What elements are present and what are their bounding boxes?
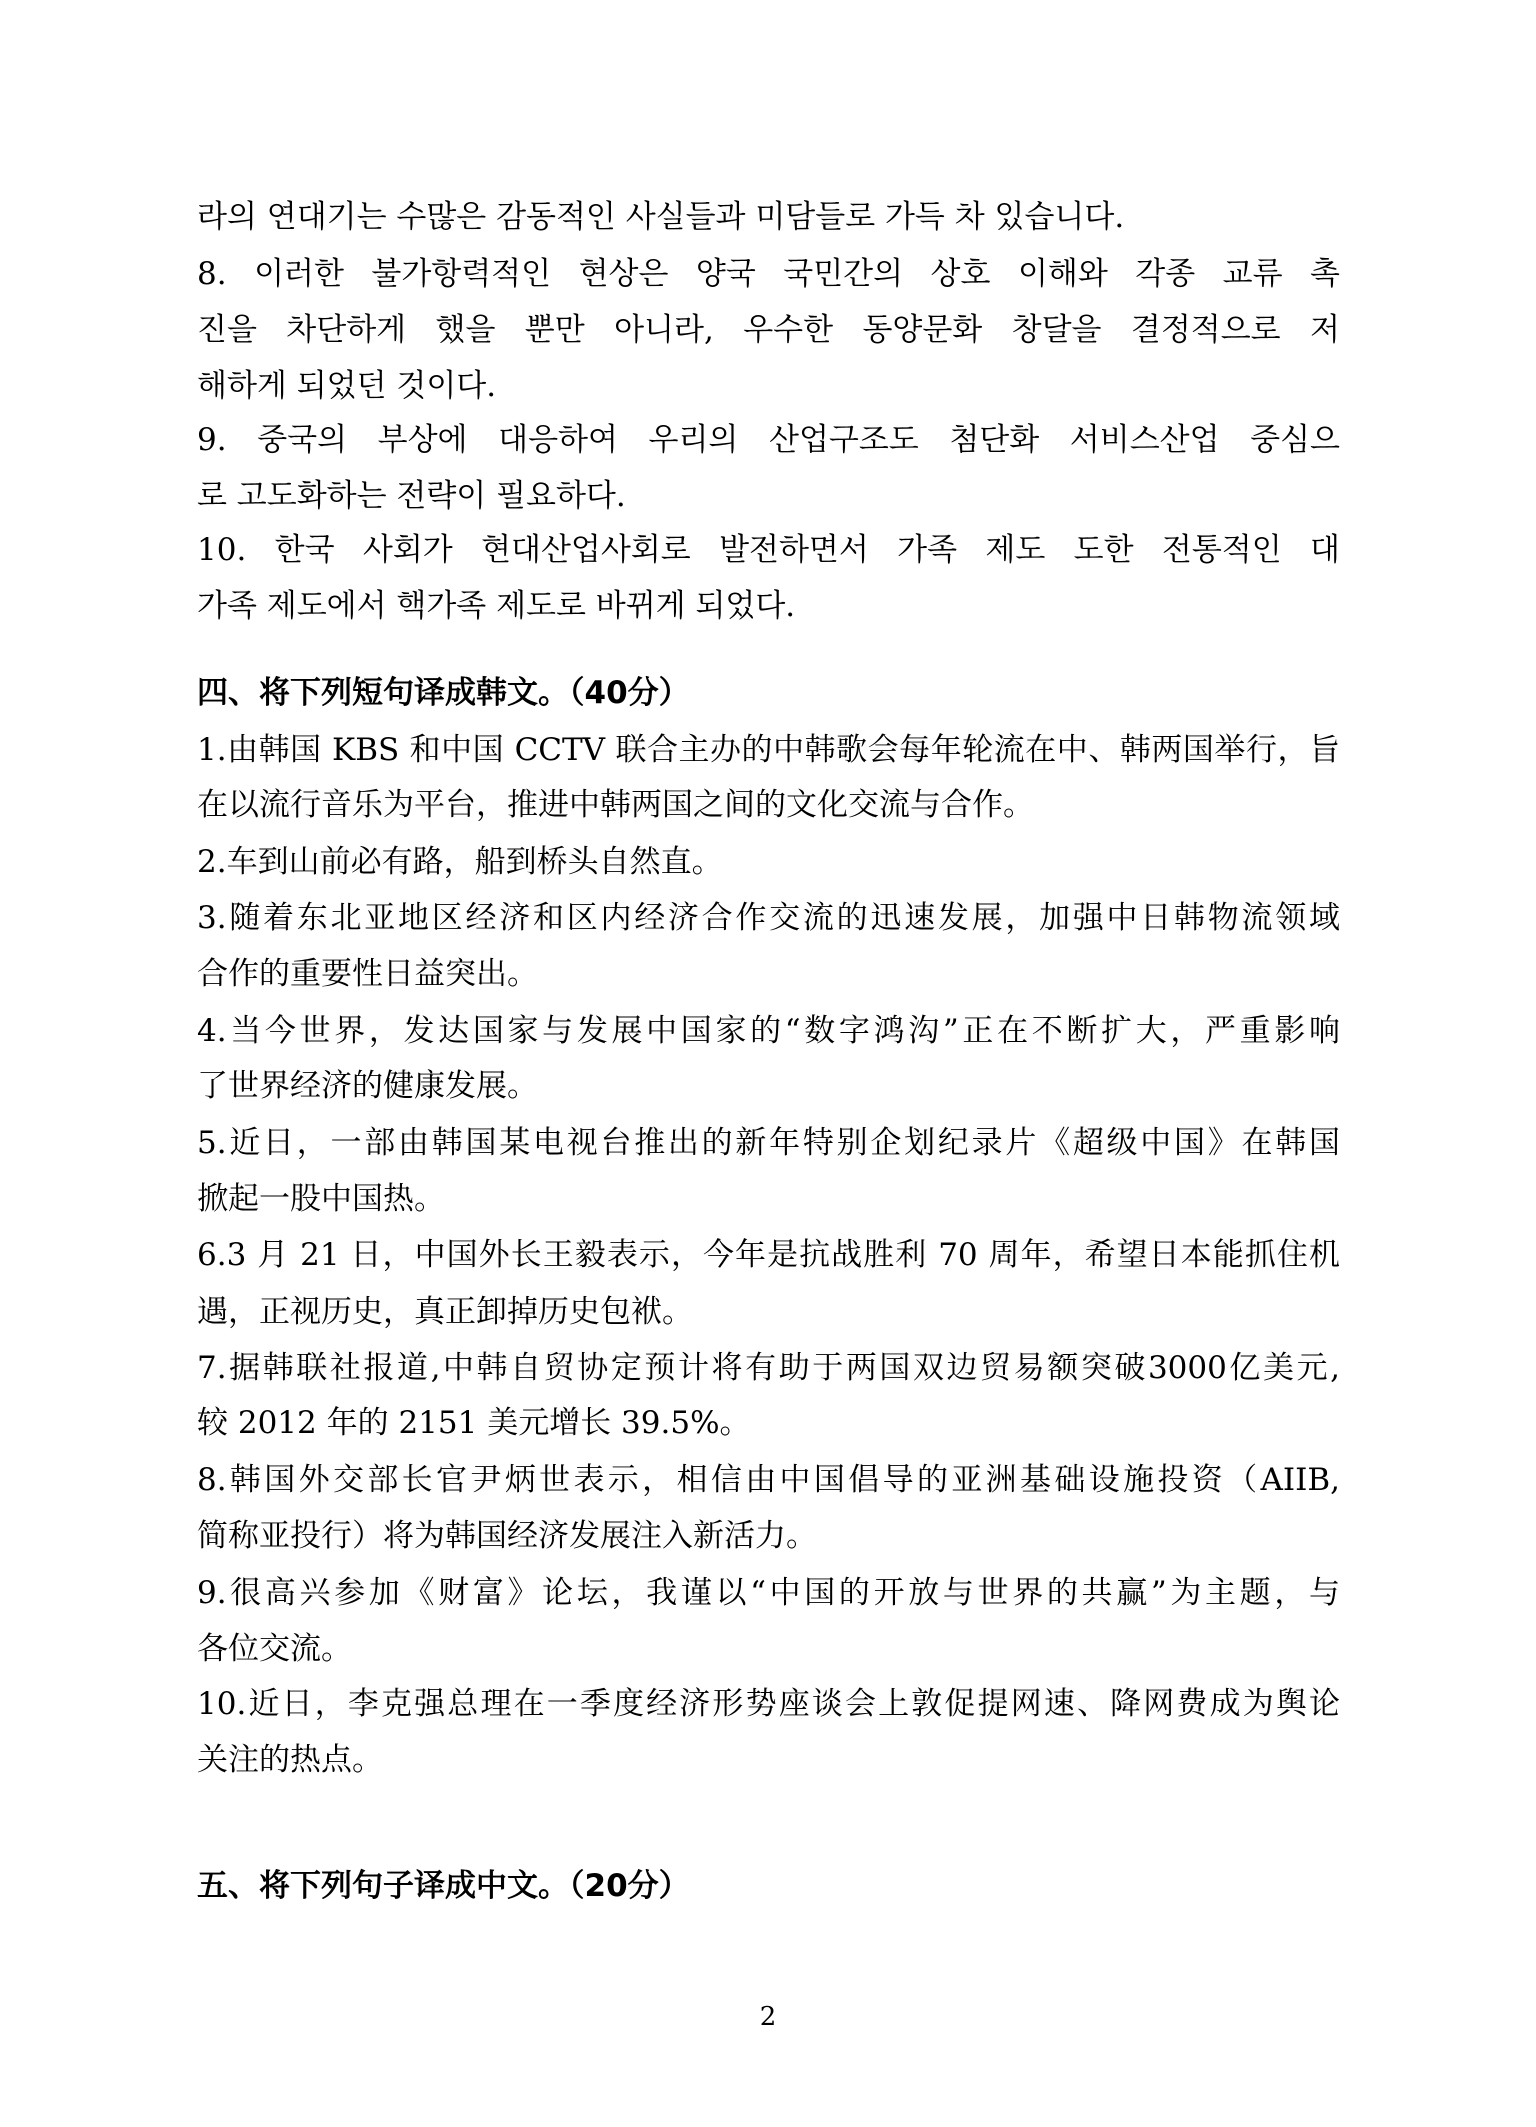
text-line: 简称亚投行）将为韩国经济发展注入新活力。 (197, 1518, 817, 1554)
text-line: 10. 한국 사회가 현대산업사회로 발전하면서 가족 제도 도한 전통적인 대 (197, 532, 1340, 568)
text-line: 4.当今世界，发达国家与发展中国家的“数字鸿沟”正在不断扩大，严重影响 (197, 1013, 1340, 1049)
text-line: 로 고도화하는 전략이 필요하다. (197, 478, 626, 514)
text-line: 가족 제도에서 핵가족 제도로 바뀌게 되었다. (197, 588, 796, 624)
text-line: 해하게 되었던 것이다. (197, 368, 497, 404)
text-line: 8. 이러한 불가항력적인 현상은 양국 국민간의 상호 이해와 각종 교류 촉 (197, 256, 1340, 292)
text-line: 진을 차단하게 했을 뿐만 아니라, 우수한 동양문화 창달을 결정적으로 저 (197, 312, 1340, 348)
text-line: 라의 연대기는 수많은 감동적인 사실들과 미담들로 가득 차 있습니다. (197, 199, 1125, 235)
text-line: 5.近日，一部由韩国某电视台推出的新年特别企划纪录片《超级中国》在韩国 (197, 1125, 1340, 1161)
text-line: 遇，正视历史，真正卸掉历史包袱。 (197, 1294, 693, 1330)
page-number: 2 (759, 2002, 777, 2032)
text-line: 3.随着东北亚地区经济和区内经济合作交流的迅速发展，加强中日韩物流领域 (197, 900, 1340, 936)
text-line: 9.很高兴参加《财富》论坛，我谨以“中国的开放与世界的共赢”为主题，与 (197, 1575, 1340, 1611)
text-line: 关注的热点。 (197, 1742, 383, 1778)
text-line: 1.由韩国 KBS 和中国 CCTV 联合主办的中韩歌会每年轮流在中、韩两国举行，旨 (197, 732, 1340, 768)
text-line: 各位交流。 (197, 1631, 352, 1667)
text-line: 掀起一股中国热。 (197, 1181, 445, 1217)
text-line: 10.近日，李克强总理在一季度经济形势座谈会上敦促提网速、降网费成为舆论 (197, 1686, 1340, 1722)
text-line: 在以流行音乐为平台，推进中韩两国之间的文化交流与合作。 (197, 787, 1034, 823)
text-line: 了世界经济的健康发展。 (197, 1068, 538, 1104)
section-heading: 四、将下列短句译成韩文。（40分） (197, 675, 690, 711)
text-line: 7.据韩联社报道,中韩自贸协定预计将有助于两国双边贸易额突破3000亿美元, (197, 1350, 1340, 1386)
text-line: 6.3 月 21 日，中国外长王毅表示，今年是抗战胜利 70 周年，希望日本能抓住机 (197, 1237, 1340, 1273)
text-line: 2.车到山前必有路，船到桥头自然直。 (197, 844, 723, 880)
text-line: 较 2012 年的 2151 美元增长 39.5%。 (197, 1405, 751, 1441)
text-line: 8.韩国外交部长官尹炳世表示，相信由中国倡导的亚洲基础设施投资（AIIB, (197, 1462, 1340, 1498)
text-line: 9. 중국의 부상에 대응하여 우리의 산업구조도 첨단화 서비스산업 중심으 (197, 422, 1340, 458)
section-heading: 五、将下列句子译成中文。（20分） (197, 1868, 690, 1904)
text-line: 合作的重要性日益突出。 (197, 956, 538, 992)
